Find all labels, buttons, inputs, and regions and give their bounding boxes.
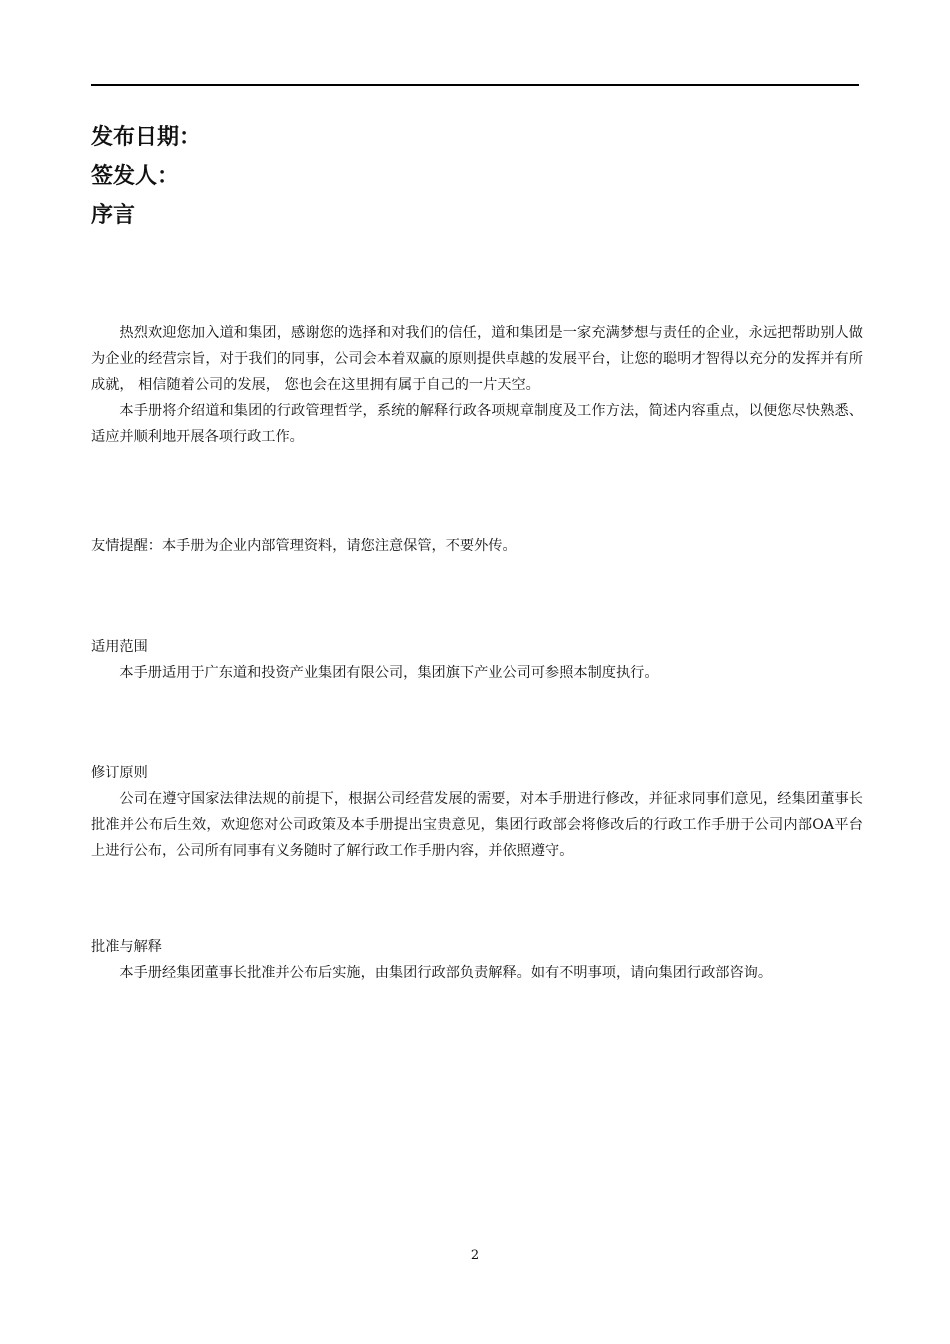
preface-body: [91, 320, 863, 450]
preface-paragraph-purpose: 本手册将介绍道和集团的行政管理哲学，系统的解释行政各项规章制度及工作方法，简述内容重点，以便您尽快熟悉、适应并顺利地开展各项行政工作。: [91, 403, 863, 445]
section-paragraph-approval: 本手册经集团董事长批准并公布后实施，由集团行政部负责解释。如有不明事项，请向集团行政部咨询。: [119, 965, 773, 981]
release-date-label: 发布日期：: [91, 125, 202, 150]
section-body-scope: [91, 660, 863, 686]
preface-paragraph-welcome: 热烈欢迎您加入道和集团，感谢您的选择和对我们的信任，道和集团是一家充满梦想与责任的企业，永远把帮助别人做为企业的经营宗旨，对于我们的同事，公司会本着双赢的原则提供卓越的发展平台，让您的聪明才智得以充分的发挥并有所成就， 相信随着公司的发展， 您也会在这里拥有属于自己的一片天空。: [91, 325, 863, 393]
section-paragraph-scope: 本手册适用于广东道和投资产业集团有限公司，集团旗下产业公司可参照本制度执行。: [119, 665, 659, 681]
section-body-revision: [91, 786, 863, 864]
preface-title: 序言: [91, 203, 136, 228]
section-title-scope: 适用范围: [91, 639, 148, 655]
confidentiality-notice: 友情提醒：本手册为企业内部管理资料，请您注意保管，不要外传。: [91, 538, 517, 554]
section-paragraph-revision: 公司在遵守国家法律法规的前提下，根据公司经营发展的需要，对本手册进行修改，并征求同事们意见，经集团董事长批准并公布后生效，欢迎您对公司政策及本手册提出宝贵意见，集团行政部会将修改后的行政工作手册于公司内部OA平台上进行公布，公司所有同事有义务随时了解行政工作手册内容，并依照遵守。: [91, 791, 863, 859]
header-rule: [91, 84, 859, 86]
section-body-approval: [91, 960, 863, 986]
section-title-approval: 批准与解释: [91, 939, 162, 955]
section-title-revision: 修订原则: [91, 765, 148, 781]
page-number: 2: [470, 1248, 480, 1263]
issuer-label: 签发人：: [91, 164, 180, 189]
